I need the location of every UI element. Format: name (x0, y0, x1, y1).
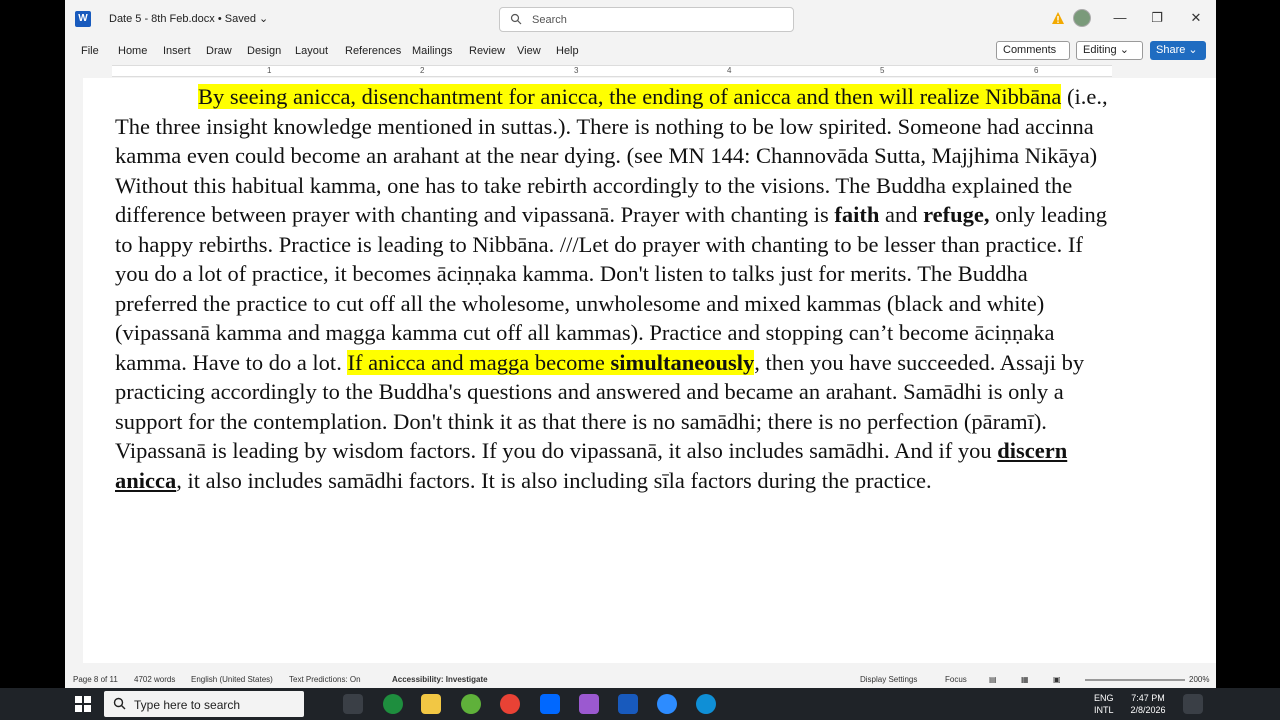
taskbar-search[interactable] (104, 691, 304, 717)
task-view-icon[interactable] (343, 694, 363, 714)
tab-view[interactable]: View (517, 45, 541, 57)
zoom-icon[interactable] (657, 694, 677, 714)
word-window (65, 0, 1216, 688)
web-layout-icon[interactable]: ▣ (1053, 675, 1061, 684)
vertical-ruler[interactable] (65, 78, 79, 663)
minimize-button[interactable]: — (1113, 10, 1127, 25)
lang-line1: ENG (1094, 693, 1114, 703)
share-button[interactable] (1150, 41, 1206, 60)
zoom-slider[interactable] (1085, 679, 1185, 681)
editing-label: Editing ⌄ (1083, 44, 1129, 56)
read-mode-icon[interactable]: ▤ (989, 675, 997, 684)
body-text: only leading to happy rebirths. Practice is leading to Nibbāna. ///Let do prayer with chanting to be lesser than practice. If you do a lot of practice, it becomes āciṇṇaka kamma. Don't listen to talks just for merits. The Buddha preferred the practice to cut off all the wholesome, unwholesome and mixed kammas (black and white) (vipassanā kamma and magga kamma cut off all kammas). Practice and stopping can’t become āciṇṇaka kamma. Have to do a lot. (115, 202, 1108, 375)
notifications-icon[interactable] (1183, 694, 1203, 714)
document-body[interactable] (115, 82, 1115, 495)
highlighted-text: By seeing anicca, disenchantment for anicca, the ending of anicca and then will realize Nibbāna (198, 84, 1062, 109)
tab-references[interactable]: References (345, 45, 402, 57)
ruler-number: 5 (880, 66, 885, 75)
search-box[interactable] (499, 7, 794, 32)
ruler-number: 3 (574, 66, 579, 75)
tab-draw[interactable]: Draw (206, 45, 232, 57)
share-label: Share ⌄ (1156, 44, 1198, 56)
close-button[interactable]: ✕ (1190, 10, 1202, 25)
text-predictions[interactable]: Text Predictions: On (289, 675, 361, 684)
tab-file[interactable]: File (81, 45, 99, 57)
page-count[interactable]: Page 8 of 11 (73, 675, 118, 684)
user-avatar[interactable] (1073, 9, 1091, 27)
accessibility-status[interactable]: Accessibility: Investigate (392, 675, 488, 684)
word-app-icon[interactable]: W (75, 11, 91, 27)
body-text: , it also includes samādhi factors. It is also including sīla factors during the practice. (176, 467, 932, 493)
document-title[interactable]: Date 5 - 8th Feb.docx • Saved ⌄ (109, 13, 269, 25)
file-explorer-icon[interactable] (421, 694, 441, 714)
highlighted-bold-text: simultaneously (610, 349, 755, 375)
ruler-number: 2 (420, 66, 425, 75)
ruler-number: 6 (1034, 66, 1039, 75)
body-text: , then you have succeeded. Assaji by practicing accordingly to the Buddha's questions and answered and became an arahant. Samādhi is only a support for the contemplation. Don't think it as that there is no samādhi; there is no perfection (pāramī). Vipassanā is leading by wisdom factors. If you do vipassanā, it also includes samādhi. And if you (115, 349, 1085, 463)
comments-label: Comments (1003, 44, 1057, 56)
tab-design[interactable]: Design (247, 45, 282, 57)
title-bar (65, 0, 1216, 38)
highlighted-text: If anicca and magga become (347, 349, 611, 375)
search-placeholder: Search (532, 14, 567, 26)
zalo-icon[interactable] (540, 694, 560, 714)
horizontal-ruler[interactable] (112, 65, 1112, 77)
ruler-number: 4 (727, 66, 732, 75)
editing-mode-button[interactable] (1076, 41, 1143, 60)
display-settings[interactable]: Display Settings (860, 675, 918, 684)
tab-help[interactable]: Help (556, 45, 579, 57)
bold-text: faith (834, 202, 880, 227)
print-layout-icon[interactable]: ▦ (1021, 675, 1029, 684)
tab-home[interactable]: Home (118, 45, 148, 57)
document-page[interactable] (83, 78, 1216, 663)
taskbar-search-placeholder: Type here to search (134, 698, 241, 712)
green-app-icon[interactable] (383, 694, 403, 714)
search-icon (113, 697, 126, 713)
word-taskbar-icon[interactable] (618, 694, 638, 714)
tab-insert[interactable]: Insert (163, 45, 191, 57)
clock[interactable] (1126, 692, 1170, 716)
status-bar (65, 670, 1216, 688)
tab-review[interactable]: Review (469, 45, 506, 57)
input-language[interactable] (1094, 692, 1114, 716)
language[interactable]: English (United States) (191, 675, 273, 684)
clock-time: 7:47 PM (1131, 693, 1165, 703)
app-icon[interactable] (461, 694, 481, 714)
word-count[interactable]: 4702 words (134, 675, 176, 684)
warning-icon[interactable] (1051, 11, 1065, 25)
bold-text: refuge, (923, 202, 990, 227)
tab-layout[interactable]: Layout (295, 45, 329, 57)
focus-mode[interactable]: Focus (945, 675, 967, 684)
clock-date: 2/8/2026 (1130, 705, 1166, 715)
search-icon (510, 13, 522, 28)
ruler-number: 1 (267, 66, 272, 75)
chrome-icon[interactable] (500, 694, 520, 714)
edge-icon[interactable] (696, 694, 716, 714)
copilot-icon[interactable] (579, 694, 599, 714)
windows-start-icon[interactable] (75, 696, 91, 712)
body-text: (i.e., The three insight knowledge mentioned in suttas.). There is nothing to be low spirited. Someone had accinna kamma even could become an arahant at the near dying. (see MN 144: Channovāda Sutta, Majjhima Nikāya) Without this habitual kamma, one has to take rebirth accordingly to the visions. The Buddha explained the difference between prayer with chanting and vipassanā. Prayer with chanting is (115, 84, 1108, 227)
comments-button[interactable] (996, 41, 1070, 60)
restore-button[interactable]: ❐ (1151, 10, 1163, 25)
tab-mailings[interactable]: Mailings (412, 45, 453, 57)
body-text: and (879, 202, 924, 227)
zoom-level[interactable]: 200% (1189, 675, 1210, 684)
bold-underlined-text: discern anicca (115, 438, 1068, 493)
lang-line2: INTL (1094, 705, 1114, 715)
